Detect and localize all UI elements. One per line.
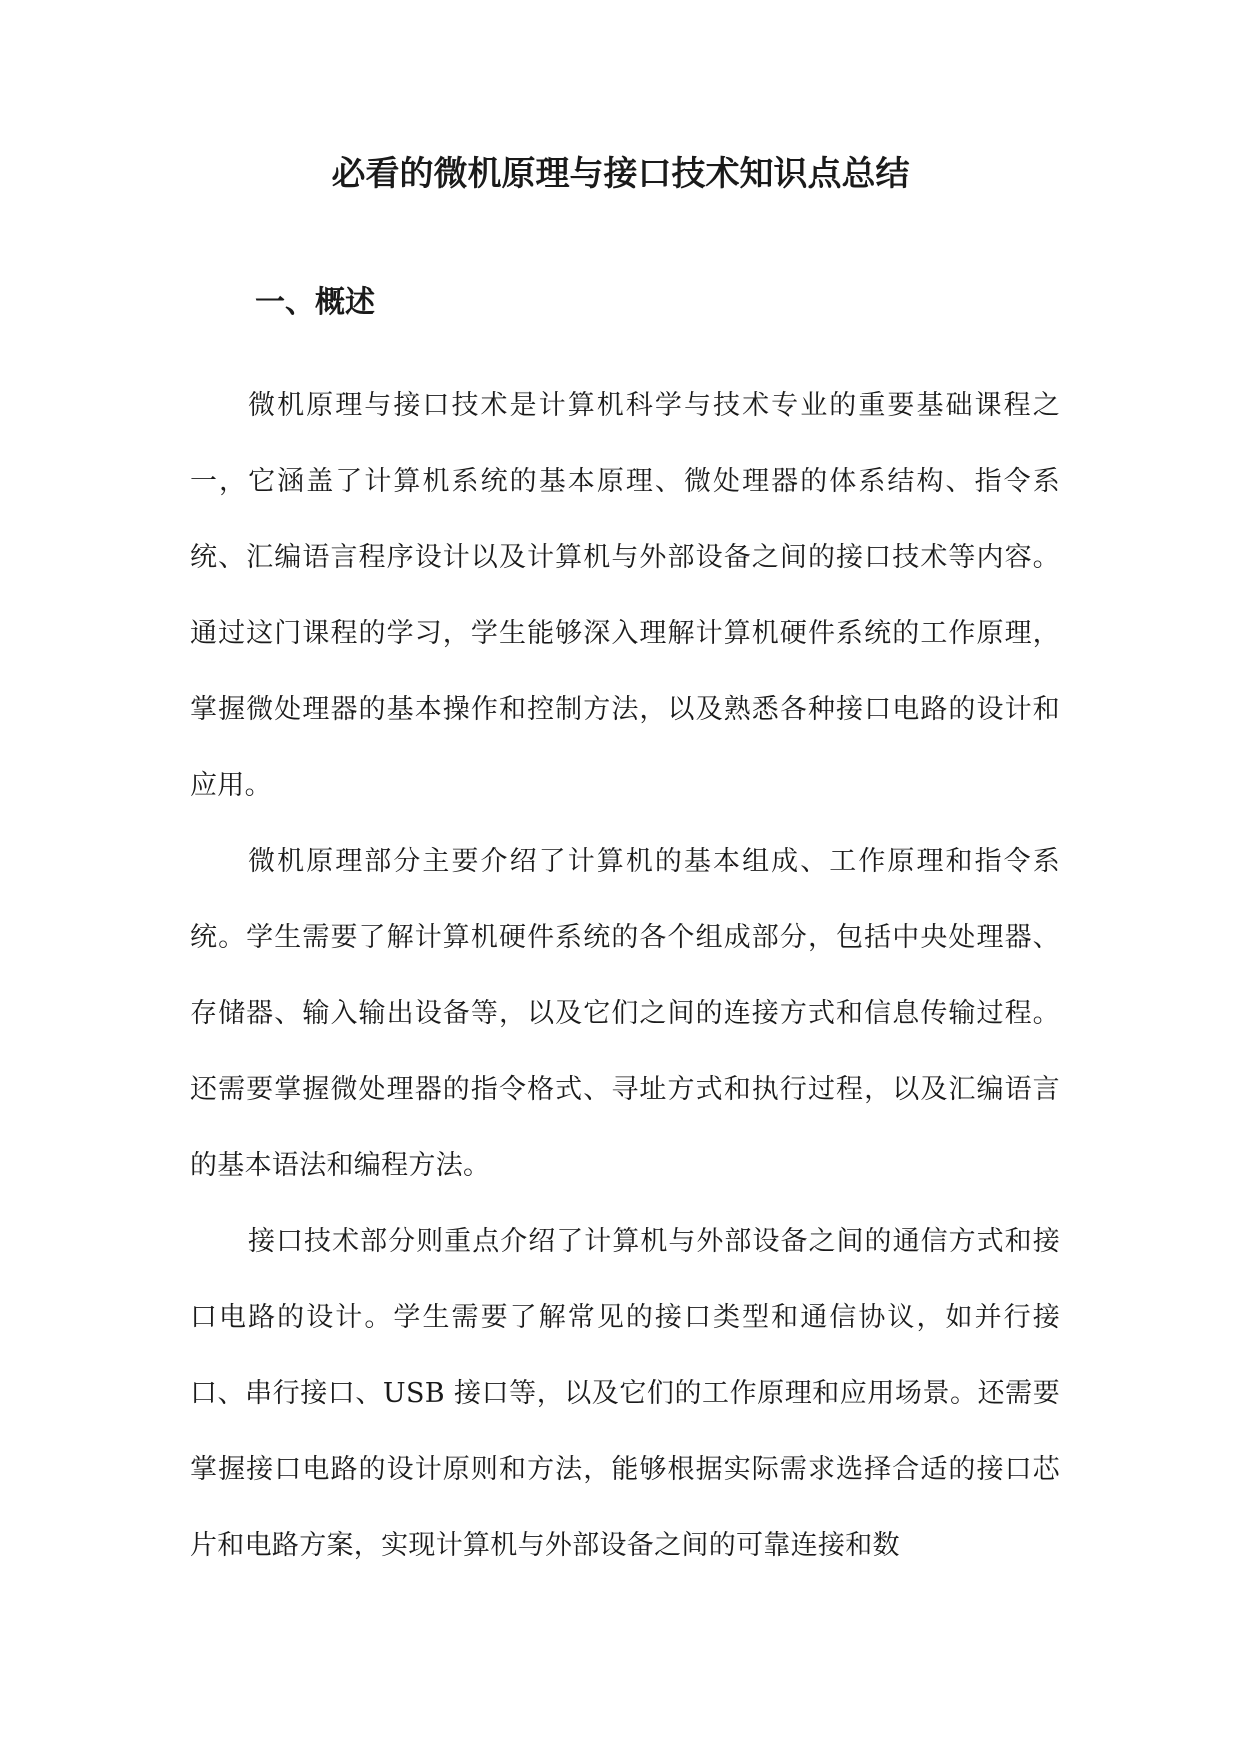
body-text bbox=[190, 368, 1060, 1584]
paragraph-overview-intro: 微机原理与接口技术是计算机科学与技术专业的重要基础课程之一，它涵盖了计算机系统的基本原理、微处理器的体系结构、指令系统、汇编语言程序设计以及计算机与外部设备之间的接口技术等内容。通过这门课程的学习，学生能够深入理解计算机硬件系统的工作原理，掌握微处理器的基本操作和控制方法，以及熟悉各种接口电路的设计和应用。 bbox=[190, 390, 1060, 801]
document-title: 必看的微机原理与接口技术知识点总结 bbox=[331, 154, 910, 194]
paragraph-microcomputer-principles: 微机原理部分主要介绍了计算机的基本组成、工作原理和指令系统。学生需要了解计算机硬件系统的各个组成部分，包括中央处理器、存储器、输入输出设备等，以及它们之间的连接方式和信息传输过程。还需要掌握微处理器的指令格式、寻址方式和执行过程，以及汇编语言的基本语法和编程方法。 bbox=[190, 846, 1060, 1181]
section-heading-overview: 一、概述 bbox=[255, 285, 375, 320]
paragraph-interface-technology: 接口技术部分则重点介绍了计算机与外部设备之间的通信方式和接口电路的设计。学生需要了解常见的接口类型和通信协议，如并行接口、串行接口、USB 接口等，以及它们的工作原理和应用场景。还需要掌握接口电路的设计原则和方法，能够根据实际需求选择合适的接口芯片和电路方案，实现计算机与外部设备之间的可靠连接和数 bbox=[190, 1226, 1060, 1561]
